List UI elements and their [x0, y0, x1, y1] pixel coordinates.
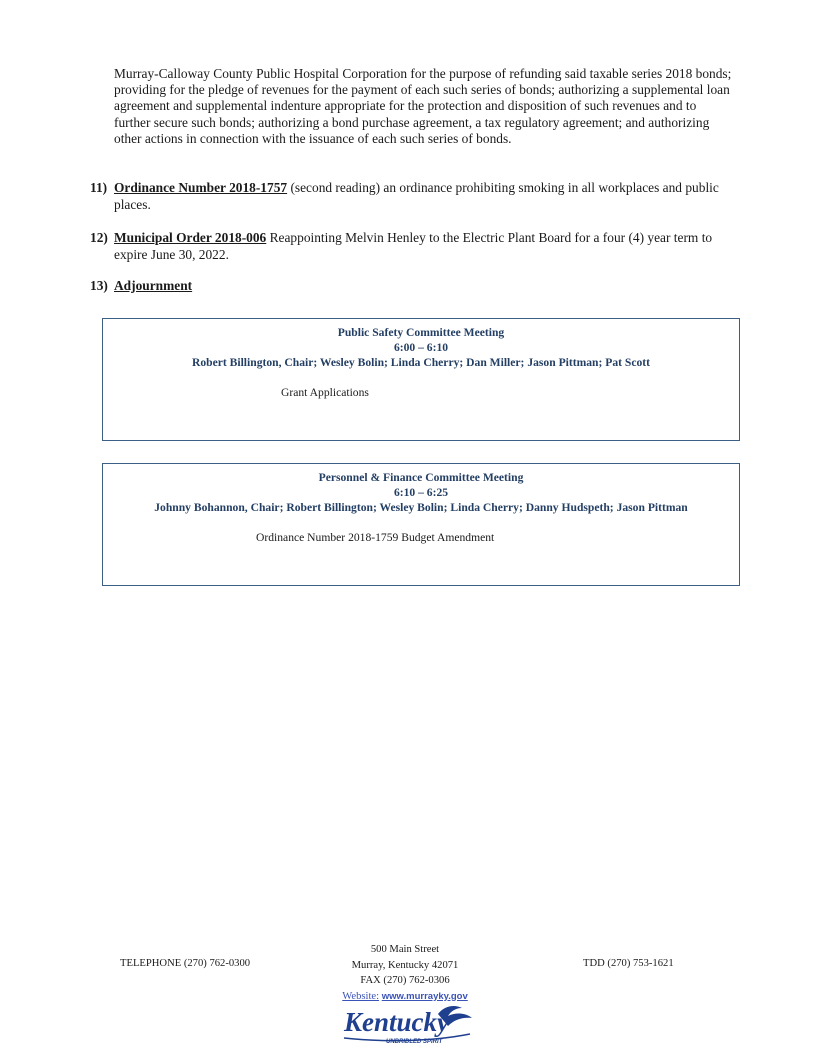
footer-telephone: TELEPHONE (270) 762-0300	[120, 958, 251, 969]
footer-address	[300, 942, 510, 1004]
website-link[interactable]: www.murrayky.gov	[381, 990, 468, 1002]
item-body	[114, 278, 730, 295]
item-body	[114, 180, 730, 213]
item-text: Reappointing Melvin Henley to the Electric Plant Board for a four (4) year term to expire June 30, 2022.	[114, 230, 713, 262]
logo-word: Kentucky	[344, 1007, 449, 1037]
meeting-members: Johnny Bohannon, Chair; Robert Billington; Wesley Bolin; Linda Cherry; Danny Hudspeth; Jason Pittman	[154, 501, 688, 514]
fax-number: FAX (270) 762-0306	[360, 975, 450, 986]
item-heading: Ordinance Number 2018-1757	[114, 180, 288, 195]
logo-tagline: UNBRIDLED SPIRIT	[386, 1039, 443, 1044]
meeting-members: Robert Billington, Chair; Wesley Bolin; Linda Cherry; Dan Miller; Jason Pittman; Pat Scott	[191, 356, 651, 369]
personnel-finance-meeting-box	[102, 463, 740, 586]
item-body	[114, 230, 730, 263]
meeting-title: Public Safety Committee Meeting	[337, 326, 505, 339]
public-safety-meeting-box	[102, 318, 740, 441]
item-number: 13)	[90, 278, 108, 293]
meeting-time: 6:00 – 6:10	[393, 341, 449, 354]
item-heading: Municipal Order 2018-006	[114, 230, 267, 245]
kentucky-logo	[340, 1000, 480, 1044]
website-label: Website:	[342, 990, 380, 1002]
footer-tdd: TDD (270) 753-1621	[583, 958, 674, 969]
address-line1: 500 Main Street	[370, 944, 440, 955]
item-number: 12)	[90, 230, 108, 245]
meeting-topic: Grant Applications	[281, 386, 369, 399]
agenda-item-13	[90, 278, 730, 295]
agenda-item-11	[90, 180, 730, 213]
intro-paragraph: Murray-Calloway County Public Hospital Corporation for the purpose of refunding said taxable series 2018 bonds; providing for the pledge of revenues for the payment of each such series of bonds; authorizing a supplemental loan agreement and supplemental indenture appropriate for the protection and disposition of such revenues and to further secure such bonds; authorizing a bond purchase agreement, a tax regulatory agreement; and authorizing other actions in connection with the issuance of each such series of bonds.	[114, 66, 732, 146]
item-number: 11)	[90, 180, 108, 195]
item-text: (second reading) an ordinance prohibiting smoking in all workplaces and public places.	[114, 180, 719, 212]
meeting-time: 6:10 – 6:25	[393, 486, 449, 499]
agenda-item-12	[90, 230, 730, 263]
meeting-topic: Ordinance Number 2018-1759 Budget Amendment	[256, 531, 495, 544]
meeting-title: Personnel & Finance Committee Meeting	[318, 471, 524, 484]
address-line2: Murray, Kentucky 42071	[351, 959, 459, 971]
item-heading: Adjournment	[114, 278, 193, 293]
